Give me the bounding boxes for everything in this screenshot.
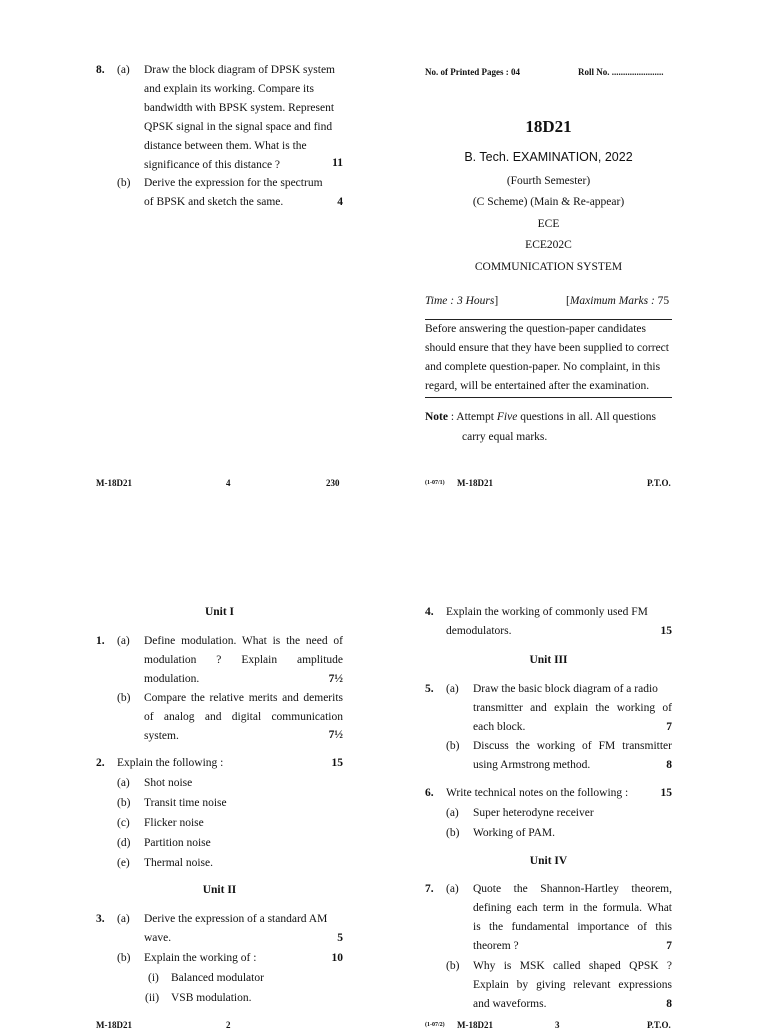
marks: 7 <box>666 721 672 733</box>
text-line: wave. <box>144 932 172 944</box>
exam-title: B. Tech. EXAMINATION, 2022 <box>464 150 633 164</box>
text-line: theorem ? <box>473 940 519 952</box>
text-line: Derive the expression of a standard AM <box>144 913 328 925</box>
item-text: VSB modulation. <box>171 992 252 1004</box>
marks: 8 <box>666 759 672 771</box>
text-line: Draw the basic block diagram of a radio <box>473 683 658 695</box>
text-line: and explain its working. Compare its <box>144 83 314 95</box>
item-label: (a) <box>446 807 459 819</box>
marks: 7½ <box>328 673 343 685</box>
marks: 4 <box>337 196 343 208</box>
footer-left: M-18D21 <box>457 478 493 488</box>
unit-heading: Unit I <box>204 606 235 618</box>
part-label: (a) <box>117 64 130 76</box>
marks: 5 <box>337 932 343 944</box>
question-2-text: Explain the following : <box>117 757 224 769</box>
question-3b-text: Explain the working of : <box>144 952 257 964</box>
question-number: 1. <box>96 635 105 647</box>
footer-left: M-18D21 <box>96 478 132 488</box>
time-label: Time : 3 Hours <box>425 295 495 307</box>
unit-heading: Unit II <box>202 884 237 896</box>
footer-right: P.T.O. <box>647 478 671 488</box>
text-line: Draw the block diagram of DPSK system <box>144 64 335 76</box>
text-line: defining each term in the formula. What <box>473 902 672 914</box>
text-line: bandwidth with BPSK system. Represent <box>144 102 335 114</box>
note-text: : Attempt <box>450 411 497 423</box>
footer-page-number: 2 <box>226 1020 231 1030</box>
item-text: Partition noise <box>144 837 211 849</box>
text-line: should ensure that they have been supplied to correct <box>425 342 669 354</box>
subject-name: COMMUNICATION SYSTEM <box>474 261 623 273</box>
text-line: and complete question-paper. No complaint, in this <box>425 361 661 373</box>
footer-left: M-18D21 <box>457 1020 493 1030</box>
question-number: 7. <box>425 883 434 895</box>
footer-left: M-18D21 <box>96 1020 132 1030</box>
max-marks-label: Maximum Marks : <box>569 295 655 307</box>
bracket: ] <box>494 295 499 307</box>
footer-code: (1-07/2) <box>425 1022 445 1028</box>
text-line: each block. <box>473 721 526 733</box>
text-line: regard, will be entertained after the examination. <box>425 380 650 392</box>
marks: 15 <box>660 625 672 637</box>
part-label: (a) <box>446 883 459 895</box>
question-number: 4. <box>425 606 434 618</box>
item-text: Working of PAM. <box>473 827 556 839</box>
marks: 7 <box>666 940 672 952</box>
text-line: Explain the working of commonly used FM <box>446 606 648 618</box>
max-marks-value: 75 <box>657 295 670 307</box>
text-line: significance of this distance ? <box>144 159 281 171</box>
question-number: 8. <box>96 64 105 76</box>
text-line: Quote the Shannon-Hartley theorem, <box>473 883 672 895</box>
subject-code: ECE202C <box>525 239 572 251</box>
text-line: demodulators. <box>446 625 512 637</box>
item-label: (b) <box>446 827 460 839</box>
instructions <box>425 320 672 396</box>
divider <box>425 397 672 398</box>
text-line: QPSK signal in the signal space and find <box>144 121 333 133</box>
marks: 15 <box>660 787 672 799</box>
footer-page-number: 3 <box>555 1020 560 1030</box>
item-label: (e) <box>117 857 130 869</box>
footer-right: 230 <box>326 478 340 488</box>
marks: 8 <box>666 998 672 1010</box>
note-text: questions in all. All questions <box>517 411 656 423</box>
item-label: (d) <box>117 837 131 849</box>
question-number: 6. <box>425 787 434 799</box>
part-label: (b) <box>117 692 131 704</box>
marks: 7½ <box>328 729 343 741</box>
footer-page-number: 4 <box>226 478 231 488</box>
scheme: (C Scheme) (Main & Re-appear) <box>472 196 625 208</box>
question-number: 3. <box>96 913 105 925</box>
text-line: distance between them. What is the <box>144 140 307 152</box>
roll-number: Roll No. ....................... <box>578 67 664 77</box>
item-text: Flicker noise <box>144 817 204 829</box>
part-label: (b) <box>117 952 131 964</box>
question-number: 5. <box>425 683 434 695</box>
unit-heading: Unit III <box>529 654 568 666</box>
text-line: of analog and digital communication <box>144 711 343 723</box>
part-label: (b) <box>446 740 460 752</box>
part-label: (b) <box>446 960 460 972</box>
text-line: Why is MSK called shaped QPSK ? <box>473 960 672 972</box>
bracket: [ <box>566 295 570 307</box>
printed-pages: No. of Printed Pages : 04 <box>425 67 520 77</box>
item-label: (c) <box>117 817 130 829</box>
footer-right: P.T.O. <box>647 1020 671 1030</box>
item-text: Balanced modulator <box>171 972 264 984</box>
text-line: transmitter and explain the working of <box>473 702 672 714</box>
text-line: Compare the relative merits and demerits <box>144 692 343 704</box>
text-line: and waveforms. <box>473 998 547 1010</box>
text-line: Explain by giving relevant expressions <box>473 979 672 991</box>
footer-code: (1-07/1) <box>425 480 445 486</box>
branch: ECE <box>537 218 560 230</box>
item-text: Shot noise <box>144 777 193 789</box>
note-line-2: carry equal marks. <box>462 431 548 443</box>
paper-code: 18D21 <box>525 117 572 136</box>
part-label: (a) <box>117 635 130 647</box>
item-label: (i) <box>148 972 159 984</box>
part-label: (b) <box>117 177 131 189</box>
text-line: is the fundamental importance of this <box>473 921 672 933</box>
question-number: 2. <box>96 757 105 769</box>
marks: 15 <box>331 757 343 769</box>
text-line: using Armstrong method. <box>473 759 591 771</box>
marks: 10 <box>331 952 343 964</box>
text-line: Derive the expression for the spectrum <box>144 177 323 189</box>
text-line: Discuss the working of FM transmitter <box>473 740 672 752</box>
maximum-marks <box>566 292 669 311</box>
text-line: of BPSK and sketch the same. <box>144 196 284 208</box>
part-label: (a) <box>117 913 130 925</box>
unit-heading: Unit IV <box>529 855 568 867</box>
item-text: Transit time noise <box>144 797 227 809</box>
item-label: (ii) <box>145 992 160 1004</box>
part-label: (a) <box>446 683 459 695</box>
question-6-text: Write technical notes on the following : <box>446 787 629 799</box>
text-line: Before answering the question-paper candidates <box>425 323 646 335</box>
text-line: modulation. <box>144 673 200 685</box>
text-line: modulation ? Explain amplitude <box>144 654 343 666</box>
note <box>425 408 656 427</box>
note-emphasis: Five <box>496 411 518 423</box>
marks: 11 <box>332 157 343 169</box>
semester: (Fourth Semester) <box>506 175 591 187</box>
item-label: (b) <box>117 797 131 809</box>
text-line: system. <box>144 730 179 742</box>
item-text: Super heterodyne receiver <box>473 807 594 819</box>
note-label: Note <box>425 411 448 423</box>
time-allowed <box>425 292 498 311</box>
text-line: Define modulation. What is the need of <box>144 635 343 647</box>
item-text: Thermal noise. <box>144 857 213 869</box>
item-label: (a) <box>117 777 130 789</box>
